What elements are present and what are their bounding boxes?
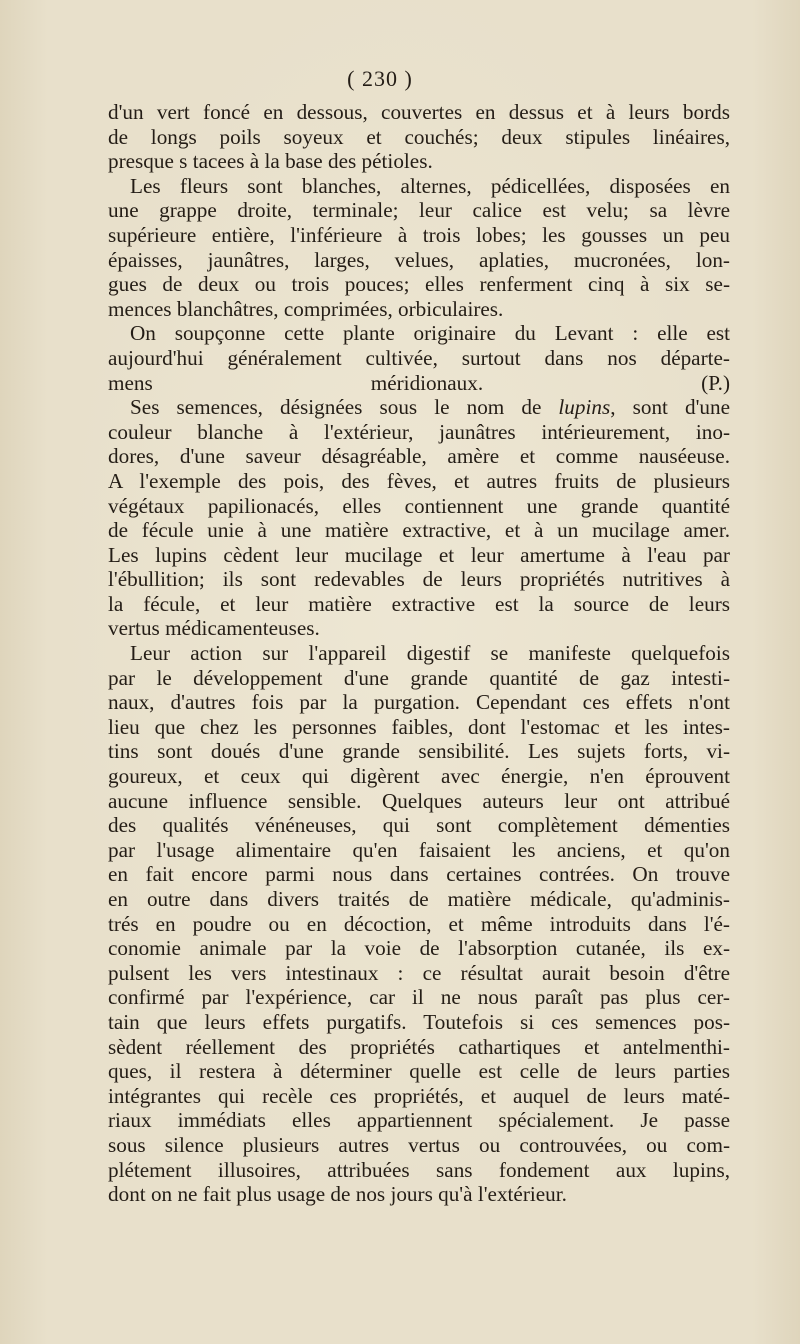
text-line: tain que leurs effets purgatifs. Toutefois si ces semences pos- (108, 1009, 730, 1034)
text-line: On soupçonne cette plante originaire du Levant : elle est (130, 321, 730, 346)
text-line: conomie animale par la voie de l'absorption cutanée, ils ex- (108, 936, 730, 961)
text-line: dores, d'une saveur désagréable, amère et comme nauséeuse. (108, 444, 730, 469)
text-line: gues de deux ou trois pouces; elles renferment cinq à six se- (108, 272, 730, 297)
text-line: confirmé par l'expérience, car il ne nous paraît pas plus cer- (108, 985, 730, 1010)
text-line: couleur blanche à l'extérieur, jaunâtres intérieurement, ino- (108, 419, 730, 444)
text-line: mences blanchâtres, comprimées, orbiculaires. (108, 296, 504, 321)
text-line: intégrantes qui recèle ces propriétés, et auquel de leurs maté- (108, 1083, 730, 1108)
text-line: mens méridionaux. (P.) (108, 370, 730, 395)
text-line: Les lupins cèdent leur mucilage et leur amertume à l'eau par (108, 542, 730, 567)
text-line: par l'usage alimentaire qu'en faisaient les anciens, et qu'on (108, 837, 730, 862)
text-line: d'un vert foncé en dessous, couvertes en dessus et à leurs bords (108, 100, 730, 124)
text-line: Les fleurs sont blanches, alternes, pédicellées, disposées en (130, 173, 730, 198)
text-line: vertus médicamenteuses. (108, 616, 320, 641)
text-line: presque s tacees à la base des pétioles. (108, 149, 433, 174)
text-line: végétaux papilionacés, elles contiennent une grande quantité (108, 493, 730, 518)
text-line: épaisses, jaunâtres, larges, velues, aplaties, mucronées, lon- (108, 247, 730, 272)
text-line: dont on ne fait plus usage de nos jours qu'à l'extérieur. (108, 1182, 567, 1207)
text-line: supérieure entière, l'inférieure à trois lobes; les gousses un peu (108, 222, 730, 247)
text-line: aujourd'hui généralement cultivée, surtout dans nos départe- (108, 345, 730, 370)
text-line: Ses semences, désignées sous le nom de lupins, sont d'une (130, 395, 730, 420)
text-line: goureux, et ceux qui digèrent avec énergie, n'en éprouvent (108, 764, 730, 789)
text-line: des qualités vénéneuses, qui sont complètement démenties (108, 813, 730, 838)
text-line: A l'exemple des pois, des fèves, et autres fruits de plusieurs (108, 468, 730, 493)
text-line: la fécule, et leur matière extractive est la source de leurs (108, 591, 730, 616)
text-line: ques, il restera à déterminer quelle est celle de leurs parties (108, 1059, 730, 1084)
italic-term: lupins (558, 395, 611, 420)
text-line: sous silence plusieurs autres vertus ou controuvées, ou com- (108, 1132, 730, 1157)
text-line: une grappe droite, terminale; leur calice est velu; sa lèvre (108, 198, 730, 223)
text-line: aucune influence sensible. Quelques auteurs leur ont attribué (108, 788, 730, 813)
text-line: en fait encore parmi nous dans certaines contrées. On trouve (108, 862, 730, 887)
text-line: en outre dans divers traités de matière médicale, qu'adminis- (108, 887, 730, 911)
text-line: riaux immédiats elles appartiennent spécialement. Je passe (108, 1108, 730, 1133)
body-text (108, 100, 730, 1207)
text-line: pulsent les vers intestinaux : ce résultat aurait besoin d'être (108, 960, 730, 985)
text-line: tins sont doués d'une grande sensibilité. Les sujets forts, vi- (108, 739, 730, 764)
text-line: de longs poils soyeux et couchés; deux stipules linéaires, (108, 124, 730, 149)
text-line: lieu que chez les personnes faibles, dont l'estomac et les intes- (108, 714, 730, 739)
text-line: de fécule unie à une matière extractive, et à un mucilage amer. (108, 518, 730, 543)
text-line: naux, d'autres fois par la purgation. Cependant ces effets n'ont (108, 690, 730, 715)
text-line: plétement illusoires, attribuées sans fondement aux lupins, (108, 1157, 730, 1182)
text-line: Leur action sur l'appareil digestif se manifeste quelquefois (130, 641, 730, 666)
text-line: par le développement d'une grande quantité de gaz intesti- (108, 665, 730, 690)
text-line: trés en poudre ou en décoction, et même introduits dans l'é- (108, 911, 730, 936)
page-number: ( 230 ) (347, 66, 413, 91)
text-line: sèdent réellement des propriétés cathartiques et antelmenthi- (108, 1034, 730, 1059)
text-line: l'ébullition; ils sont redevables de leurs propriétés nutritives à (108, 567, 730, 592)
